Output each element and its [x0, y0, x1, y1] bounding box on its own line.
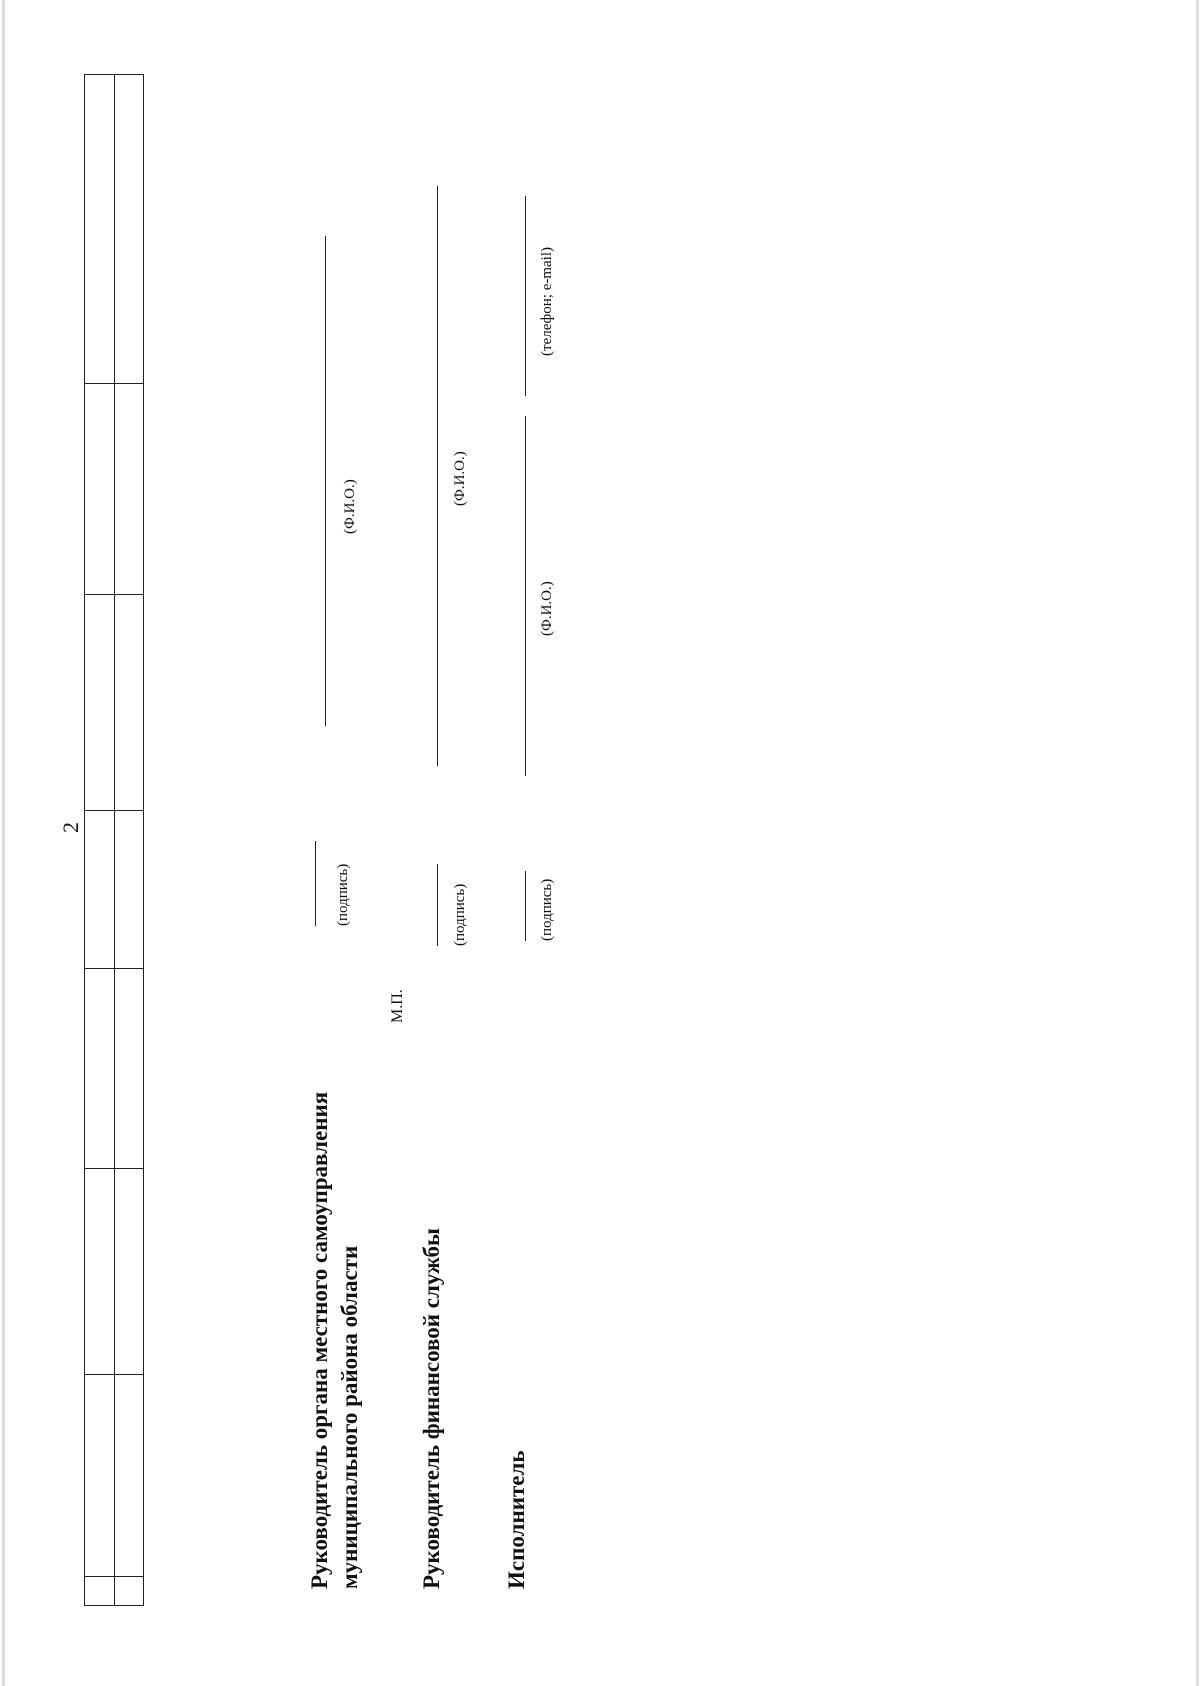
table-cell: [114, 1577, 144, 1606]
executor-contact-line: [525, 196, 526, 396]
finance-name-line: [437, 186, 438, 766]
head-label-line1: Руководитель органа местного самоуправления: [307, 1091, 332, 1589]
finance-signature-line: [437, 864, 438, 946]
table-cell: [114, 75, 144, 384]
table-cell: [114, 1375, 144, 1577]
table-cell: [114, 1169, 144, 1375]
table-cell: [85, 384, 115, 595]
table-cell: [85, 75, 115, 384]
table-row: [114, 75, 144, 1606]
executor-name-line: [525, 416, 526, 776]
stamp-mark: М.П.: [389, 989, 406, 1023]
table-cell: [114, 811, 144, 969]
page-number: 2: [58, 822, 83, 833]
executor-label: Исполнитель: [504, 1450, 529, 1589]
table-cell: [85, 1577, 115, 1606]
finance-signature-caption: (подпись): [452, 883, 468, 946]
table-row: [85, 75, 115, 1606]
executor-signature-caption: (подпись): [539, 878, 555, 941]
table-cell: [114, 969, 144, 1169]
executor-name-caption: (Ф.И.О.): [539, 581, 555, 636]
executor-contact-caption: (телефон; e-mail): [539, 246, 555, 356]
data-table: [84, 74, 144, 1606]
table-cell: [114, 384, 144, 595]
head-signature-caption: (подпись): [335, 863, 351, 926]
table-cell: [85, 595, 115, 811]
table-cell: [85, 811, 115, 969]
finance-label: Руководитель финансовой службы: [419, 1228, 444, 1589]
head-label-line2: муниципального района области: [337, 1245, 362, 1589]
table-cell: [114, 595, 144, 811]
head-signature-line: [315, 841, 316, 926]
head-name-caption: (Ф.И.О.): [342, 479, 358, 534]
table-cell: [85, 969, 115, 1169]
table-cell: [85, 1169, 115, 1375]
head-name-line: [325, 236, 326, 726]
finance-name-caption: (Ф.И.О.): [452, 451, 468, 506]
executor-signature-line: [525, 871, 526, 941]
table-cell: [85, 1375, 115, 1577]
